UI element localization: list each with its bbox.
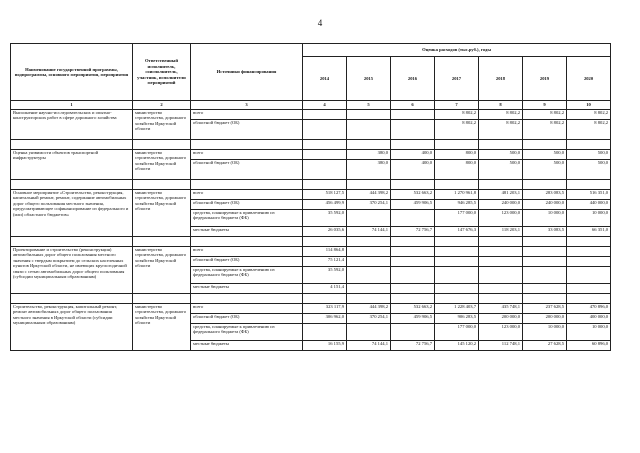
funding-source: областной бюджет (ОБ) <box>191 314 303 324</box>
amount-cell: 8 802,2 <box>435 120 479 140</box>
amount-cell: 240 000,0 <box>479 200 523 210</box>
column-index: 9 <box>523 101 567 110</box>
table-row <box>11 247 611 257</box>
amount-cell: 33 083,5 <box>523 227 567 237</box>
table-row <box>11 190 611 200</box>
amount-cell: 26 035,6 <box>303 227 347 237</box>
separator-cell <box>479 180 523 190</box>
block-separator <box>11 237 611 247</box>
amount-cell: 10 000,0 <box>567 324 611 341</box>
column-index: 4 <box>303 101 347 110</box>
column-index: 8 <box>479 101 523 110</box>
funding-source: всего <box>191 150 303 160</box>
measure-executor: министерство строительства, дорожного хозяйства Иркутской области <box>133 150 191 180</box>
amount-cell: 800,0 <box>435 150 479 160</box>
separator-cell <box>347 237 391 247</box>
amount-cell: 75 121,4 <box>303 257 347 267</box>
amount-cell <box>479 257 523 267</box>
amount-cell: 8 802,2 <box>567 110 611 120</box>
separator-cell <box>11 294 133 304</box>
header-source: Источники финансирования <box>191 44 303 101</box>
measure-name: Проектирование и строительство (реконструкция) автомобильных дорог общего пользования местного значения с твердым покрытием до сельских населенных пунктов Иркутской области, не имеющих круглогодичной связи с сетью автомобильных дорог общего пользования (субсидии муниципальным образованиям) <box>11 247 133 294</box>
amount-cell <box>391 257 435 267</box>
separator-cell <box>523 237 567 247</box>
measure-name: Оценка уязвимости объектов транспортной инфраструктуры <box>11 150 133 180</box>
separator-cell <box>391 140 435 150</box>
amount-cell: 145 120,2 <box>435 341 479 351</box>
amount-cell: 240 000,0 <box>523 200 567 210</box>
amount-cell <box>347 120 391 140</box>
amount-cell <box>391 324 435 341</box>
amount-cell <box>567 247 611 257</box>
amount-cell <box>523 267 567 284</box>
amount-cell: 380,0 <box>347 160 391 180</box>
column-index: 3 <box>191 101 303 110</box>
funding-source: всего <box>191 190 303 200</box>
header-year: 2018 <box>479 57 523 101</box>
separator-cell <box>567 294 611 304</box>
column-index: 6 <box>391 101 435 110</box>
column-index: 2 <box>133 101 191 110</box>
header-year: 2014 <box>303 57 347 101</box>
amount-cell <box>567 267 611 284</box>
separator-cell <box>347 294 391 304</box>
amount-cell: 66 351,0 <box>567 227 611 237</box>
amount-cell: 435 748,1 <box>479 304 523 314</box>
column-index: 1 <box>11 101 133 110</box>
amount-cell <box>479 247 523 257</box>
table-row <box>11 150 611 160</box>
amount-cell: 8 802,2 <box>523 110 567 120</box>
amount-cell: 10 000,0 <box>523 210 567 227</box>
amount-cell: 323 117,9 <box>303 304 347 314</box>
amount-cell <box>347 284 391 294</box>
amount-cell <box>435 257 479 267</box>
amount-cell <box>391 210 435 227</box>
separator-cell <box>479 140 523 150</box>
amount-cell: 1 228 403,7 <box>435 304 479 314</box>
header-executor: Ответственный исполнитель, соисполнитель, участник, исполнители мероприятий <box>133 44 191 101</box>
amount-cell <box>523 257 567 267</box>
funding-source: областной бюджет (ОБ) <box>191 257 303 267</box>
separator-cell <box>11 140 133 150</box>
amount-cell: 112 748,1 <box>479 341 523 351</box>
amount-cell: 60 896,0 <box>567 341 611 351</box>
funding-source: средства, планируемые к привлечению из федерального бюджета (ФБ) <box>191 324 303 341</box>
amount-cell <box>347 247 391 257</box>
separator-cell <box>347 140 391 150</box>
expenditure-table <box>10 43 611 351</box>
header-year: 2015 <box>347 57 391 101</box>
amount-cell: 470 896,0 <box>567 304 611 314</box>
amount-cell: 800,0 <box>435 160 479 180</box>
separator-cell <box>133 237 191 247</box>
amount-cell: 114 864,8 <box>303 247 347 257</box>
amount-cell: 400,0 <box>391 150 435 160</box>
amount-cell <box>435 267 479 284</box>
amount-cell: 16 155,9 <box>303 341 347 351</box>
table-body <box>11 110 611 351</box>
amount-cell: 516 351,0 <box>567 190 611 200</box>
amount-cell <box>347 210 391 227</box>
amount-cell: 72 756,7 <box>391 227 435 237</box>
amount-cell <box>303 120 347 140</box>
amount-cell <box>391 267 435 284</box>
separator-cell <box>391 237 435 247</box>
measure-executor: министерство строительства, дорожного хозяйства Иркутской области <box>133 247 191 294</box>
amount-cell: 8 802,2 <box>523 120 567 140</box>
separator-cell <box>479 294 523 304</box>
amount-cell: 200 000,0 <box>523 314 567 324</box>
separator-cell <box>11 237 133 247</box>
amount-cell: 532 663,2 <box>391 190 435 200</box>
amount-cell: 306 962,0 <box>303 314 347 324</box>
funding-source: областной бюджет (ОБ) <box>191 160 303 180</box>
amount-cell <box>391 120 435 140</box>
header-year: 2016 <box>391 57 435 101</box>
amount-cell: 481 203,1 <box>479 190 523 200</box>
amount-cell: 74 144,1 <box>347 341 391 351</box>
amount-cell: 27 628,5 <box>523 341 567 351</box>
amount-cell: 400,0 <box>391 160 435 180</box>
separator-cell <box>133 140 191 150</box>
block-separator <box>11 294 611 304</box>
separator-cell <box>133 180 191 190</box>
amount-cell: 380,0 <box>347 150 391 160</box>
separator-cell <box>303 140 347 150</box>
amount-cell <box>391 247 435 257</box>
separator-cell <box>523 140 567 150</box>
amount-cell: 8 802,2 <box>567 120 611 140</box>
amount-cell: 35 592,0 <box>303 210 347 227</box>
amount-cell <box>303 324 347 341</box>
page-number: 4 <box>317 18 323 28</box>
amount-cell <box>479 284 523 294</box>
separator-cell <box>303 237 347 247</box>
amount-cell: 946 285,5 <box>435 200 479 210</box>
amount-cell: 444 398,2 <box>347 190 391 200</box>
funding-source: областной бюджет (ОБ) <box>191 200 303 210</box>
separator-cell <box>567 140 611 150</box>
measure-executor: министерство строительства, дорожного хозяйства Иркутской области <box>133 190 191 237</box>
amount-cell: 444 398,2 <box>347 304 391 314</box>
measure-executor: министерство строительства, дорожного хозяйства Иркутской области <box>133 110 191 140</box>
header-name: Наименование государственной программы, подпрограммы, основного мероприятия, мероприятия <box>11 44 133 101</box>
funding-source: всего <box>191 247 303 257</box>
header-year: 2017 <box>435 57 479 101</box>
separator-cell <box>435 140 479 150</box>
funding-source: всего <box>191 304 303 314</box>
separator-cell <box>523 294 567 304</box>
separator-cell <box>567 180 611 190</box>
separator-cell <box>567 237 611 247</box>
funding-source: местные бюджеты <box>191 284 303 294</box>
separator-cell <box>523 180 567 190</box>
amount-cell <box>347 324 391 341</box>
separator-cell <box>191 180 303 190</box>
separator-cell <box>347 180 391 190</box>
amount-cell: 500,0 <box>523 150 567 160</box>
table-row <box>11 304 611 314</box>
amount-cell: 74 144,1 <box>347 227 391 237</box>
amount-cell: 147 676,3 <box>435 227 479 237</box>
funding-source: всего <box>191 110 303 120</box>
separator-cell <box>303 180 347 190</box>
amount-cell: 72 756,7 <box>391 341 435 351</box>
amount-cell: 532 663,2 <box>391 304 435 314</box>
amount-cell: 35 592,0 <box>303 267 347 284</box>
amount-cell: 177 000,0 <box>435 210 479 227</box>
funding-source: местные бюджеты <box>191 227 303 237</box>
amount-cell <box>435 284 479 294</box>
funding-source: областной бюджет (ОБ) <box>191 120 303 140</box>
amount-cell: 500,0 <box>479 150 523 160</box>
measure-name: Выполнение научно-исследовательских и опытно-конструкторских работ в сфере дорожного хозяйства <box>11 110 133 140</box>
amount-cell: 4 151,4 <box>303 284 347 294</box>
funding-source: средства, планируемые к привлечению из федерального бюджета (ФБ) <box>191 267 303 284</box>
amount-cell: 10 000,0 <box>523 324 567 341</box>
column-index: 5 <box>347 101 391 110</box>
amount-cell: 123 000,0 <box>479 324 523 341</box>
amount-cell: 500,0 <box>567 150 611 160</box>
funding-source: местные бюджеты <box>191 341 303 351</box>
separator-cell <box>435 180 479 190</box>
column-index-row <box>11 101 611 110</box>
measure-name: Строительство, реконструкция, капитальный ремонт, ремонт автомобильных дорог общего пользования местного значения в Иркутской области (субсидии муниципальным образованиям) <box>11 304 133 351</box>
amount-cell: 459 906,5 <box>391 314 435 324</box>
separator-cell <box>191 294 303 304</box>
separator-cell <box>391 180 435 190</box>
amount-cell: 8 802,2 <box>479 120 523 140</box>
amount-cell: 200 000,0 <box>479 314 523 324</box>
separator-cell <box>479 237 523 247</box>
amount-cell: 370 254,1 <box>347 314 391 324</box>
amount-cell: 1 270 961,8 <box>435 190 479 200</box>
separator-cell <box>191 140 303 150</box>
separator-cell <box>435 237 479 247</box>
separator-cell <box>133 294 191 304</box>
header-estimate: Оценка расходов (тыс.руб.), годы <box>303 44 611 57</box>
amount-cell <box>347 110 391 120</box>
amount-cell: 10 000,0 <box>567 210 611 227</box>
amount-cell: 283 083,5 <box>523 190 567 200</box>
separator-cell <box>391 294 435 304</box>
column-index: 10 <box>567 101 611 110</box>
amount-cell: 500,0 <box>479 160 523 180</box>
amount-cell: 518 127,5 <box>303 190 347 200</box>
block-separator <box>11 180 611 190</box>
amount-cell <box>303 160 347 180</box>
amount-cell <box>523 284 567 294</box>
amount-cell <box>303 110 347 120</box>
amount-cell: 8 802,2 <box>435 110 479 120</box>
amount-cell: 500,0 <box>523 160 567 180</box>
amount-cell: 500,0 <box>567 160 611 180</box>
table-row <box>11 110 611 120</box>
amount-cell <box>567 284 611 294</box>
amount-cell <box>435 247 479 257</box>
amount-cell: 123 000,0 <box>479 210 523 227</box>
amount-cell: 370 254,1 <box>347 200 391 210</box>
amount-cell <box>391 110 435 120</box>
amount-cell <box>391 284 435 294</box>
amount-cell <box>347 267 391 284</box>
amount-cell <box>479 267 523 284</box>
amount-cell: 456 499,9 <box>303 200 347 210</box>
amount-cell: 459 906,5 <box>391 200 435 210</box>
amount-cell <box>303 150 347 160</box>
amount-cell: 440 000,0 <box>567 200 611 210</box>
separator-cell <box>11 180 133 190</box>
amount-cell: 237 628,5 <box>523 304 567 314</box>
amount-cell: 8 802,2 <box>479 110 523 120</box>
amount-cell <box>347 257 391 267</box>
amount-cell <box>567 257 611 267</box>
separator-cell <box>303 294 347 304</box>
amount-cell: 400 000,0 <box>567 314 611 324</box>
measure-name: Основное мероприятие «Строительство, реконструкция, капитальный ремонт, ремонт, содержание автомобильных дорог общего пользования местного значения, предусматривающее софинансирование из федерального и (или) областного бюджетов» <box>11 190 133 237</box>
block-separator <box>11 140 611 150</box>
measure-executor: министерство строительства, дорожного хозяйства Иркутской области <box>133 304 191 351</box>
amount-cell <box>523 247 567 257</box>
separator-cell <box>191 237 303 247</box>
amount-cell: 118 203,1 <box>479 227 523 237</box>
amount-cell: 177 000,0 <box>435 324 479 341</box>
amount-cell: 906 283,5 <box>435 314 479 324</box>
header-year: 2020 <box>567 57 611 101</box>
funding-source: средства, планируемые к привлечению из федерального бюджета (ФБ) <box>191 210 303 227</box>
separator-cell <box>435 294 479 304</box>
header-year: 2019 <box>523 57 567 101</box>
column-index: 7 <box>435 101 479 110</box>
